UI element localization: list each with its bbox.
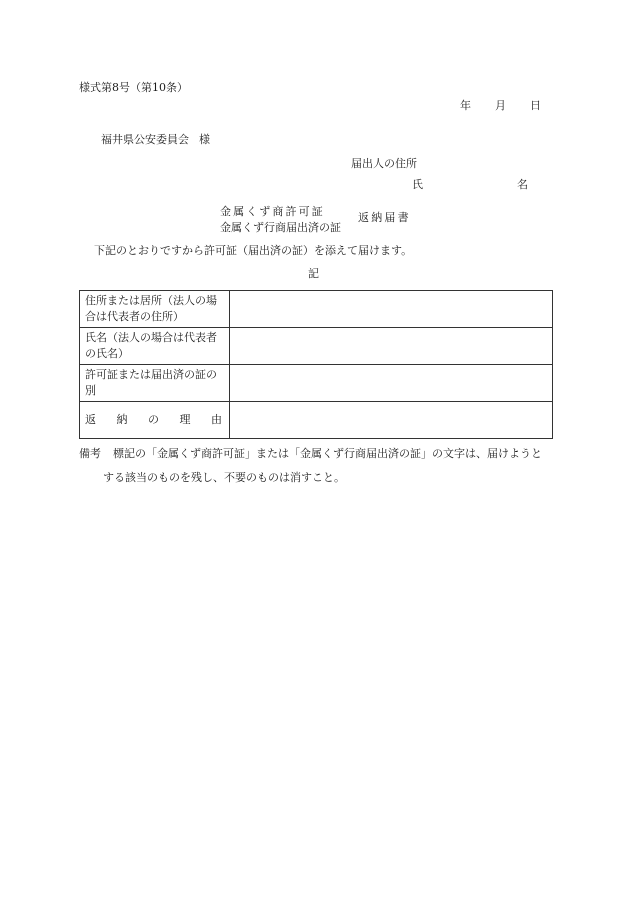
table-row <box>80 401 553 438</box>
title-suffix: 返納届書 <box>358 211 411 224</box>
row-label-certificate-type: 許可証または届出済の証の別 <box>80 364 230 401</box>
date-line <box>460 100 541 111</box>
notes-line-1 <box>79 448 542 459</box>
form-number: 様式第8号（第10条） <box>79 81 188 94</box>
reason-char: の <box>148 412 159 426</box>
row-value-name[interactable] <box>230 327 553 364</box>
table-row <box>80 327 553 364</box>
date-month: 月 <box>495 99 506 112</box>
notes-text-1: 標記の「金属くず商許可証」または「金属くず行商届出済の証」の文字は、届けようと <box>113 447 542 460</box>
applicant-address-label: 届出人の住所 <box>351 157 417 170</box>
recipient-honorific: 様 <box>199 133 210 146</box>
reason-char: 理 <box>179 412 191 426</box>
name-label-first: 氏 <box>412 178 423 191</box>
row-label-address: 住所または居所（法人の場合は代表者の住所） <box>80 291 230 328</box>
table-row <box>80 364 553 401</box>
title-option-notification: 金属くず行商届出済の証 <box>220 221 341 234</box>
row-value-certificate-type[interactable] <box>230 364 553 401</box>
reason-char: 返 <box>85 412 96 426</box>
table-row <box>80 291 553 328</box>
reason-char: 由 <box>211 412 222 426</box>
recipient <box>101 134 210 145</box>
form-table <box>79 290 553 439</box>
reason-char: 納 <box>116 412 128 426</box>
row-value-reason[interactable] <box>230 401 553 438</box>
intro-text: 下記のとおりですから許可証（届出済の証）を添えて届けます。 <box>94 244 413 257</box>
date-day: 日 <box>530 99 541 112</box>
row-value-address[interactable] <box>230 291 553 328</box>
notes-tag: 備考 <box>79 447 101 460</box>
row-label-name: 氏名（法人の場合は代表者の氏名） <box>80 327 230 364</box>
notes-line-2: する該当のものを残し、不要のものは消すこと。 <box>103 471 345 484</box>
name-label-suffix: 名 <box>517 178 528 191</box>
applicant-name-label <box>412 179 528 190</box>
recipient-name: 福井県公安委員会 <box>101 133 189 146</box>
title-option-permit: 金属くず商許可証 <box>220 205 325 218</box>
row-label-reason <box>80 401 230 438</box>
ki-heading: 記 <box>308 267 319 280</box>
date-year: 年 <box>460 99 471 112</box>
